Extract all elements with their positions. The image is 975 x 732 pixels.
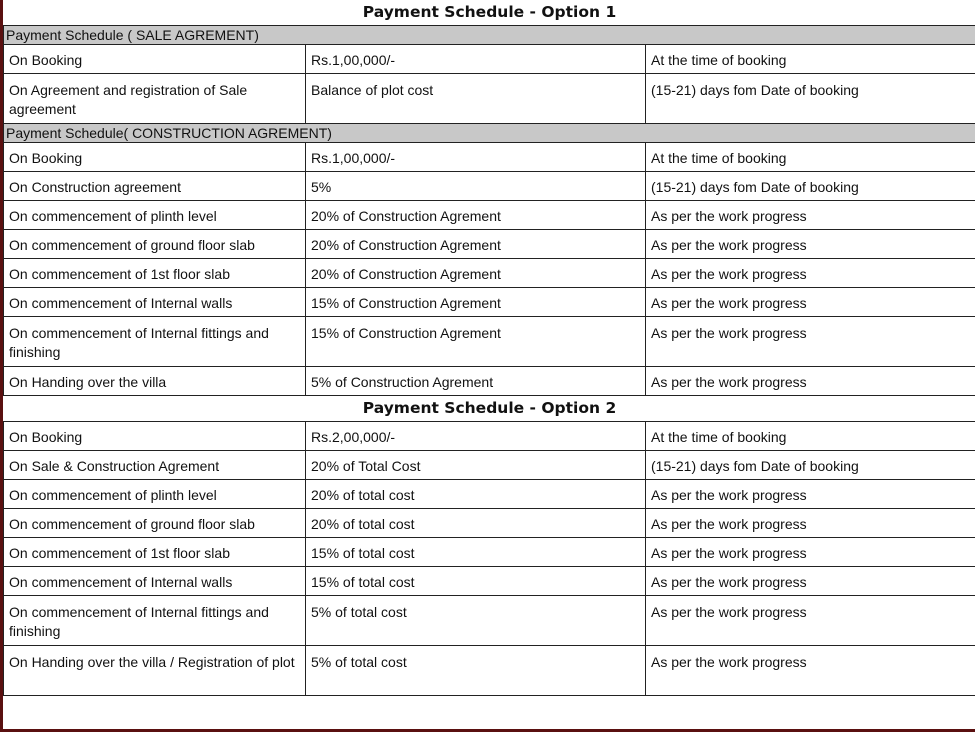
- timing-cell: As per the work progress: [646, 230, 975, 259]
- timing-cell: As per the work progress: [646, 596, 975, 646]
- amount-cell: Rs.2,00,000/-: [306, 422, 646, 451]
- timing-cell: At the time of booking: [646, 143, 975, 172]
- timing-cell: As per the work progress: [646, 480, 975, 509]
- stage-cell: On Booking: [4, 422, 306, 451]
- table-row: [4, 259, 975, 288]
- stage-cell: On Sale & Construction Agrement: [4, 451, 306, 480]
- table-row: [4, 567, 975, 596]
- stage-cell: On Booking: [4, 143, 306, 172]
- timing-cell: At the time of booking: [646, 45, 975, 74]
- table-row: [4, 143, 975, 172]
- table-row: [4, 451, 975, 480]
- stage-cell: On commencement of ground floor slab: [4, 509, 306, 538]
- amount-cell: 20% of Construction Agrement: [306, 230, 646, 259]
- stage-cell: On commencement of Internal fittings and finishing: [4, 596, 306, 646]
- timing-cell: At the time of booking: [646, 422, 975, 451]
- timing-cell: As per the work progress: [646, 367, 975, 396]
- timing-cell: (15-21) days fom Date of booking: [646, 74, 975, 124]
- amount-cell: 15% of Construction Agrement: [306, 288, 646, 317]
- timing-cell: (15-21) days fom Date of booking: [646, 451, 975, 480]
- table-row: [4, 509, 975, 538]
- stage-cell: On Handing over the villa: [4, 367, 306, 396]
- payment-schedule-table: [3, 0, 975, 696]
- sale-section-row: [4, 26, 975, 45]
- table-row: [4, 367, 975, 396]
- table-row: [4, 480, 975, 509]
- timing-cell: As per the work progress: [646, 201, 975, 230]
- construction-section-row: [4, 124, 975, 143]
- option2-title-row: [4, 396, 975, 422]
- amount-cell: 5% of Construction Agrement: [306, 367, 646, 396]
- stage-cell: On commencement of plinth level: [4, 201, 306, 230]
- table-row: [4, 288, 975, 317]
- amount-cell: 20% of Total Cost: [306, 451, 646, 480]
- timing-cell: As per the work progress: [646, 567, 975, 596]
- amount-cell: 15% of Construction Agrement: [306, 317, 646, 367]
- option1-title-row: [4, 0, 975, 26]
- amount-cell: 20% of Construction Agrement: [306, 259, 646, 288]
- stage-cell: On commencement of plinth level: [4, 480, 306, 509]
- table-row: [4, 201, 975, 230]
- option2-title: Payment Schedule - Option 2: [362, 399, 617, 417]
- table-row: [4, 317, 975, 367]
- table-row: [4, 596, 975, 646]
- amount-cell: 5% of total cost: [306, 646, 646, 696]
- table-row: [4, 230, 975, 259]
- timing-cell: As per the work progress: [646, 259, 975, 288]
- stage-cell: On commencement of 1st floor slab: [4, 538, 306, 567]
- stage-cell: On Agreement and registration of Sale agreement: [4, 74, 306, 124]
- amount-cell: Rs.1,00,000/-: [306, 143, 646, 172]
- timing-cell: As per the work progress: [646, 509, 975, 538]
- sale-section-header: Payment Schedule ( SALE AGREMENT): [4, 26, 975, 45]
- stage-cell: On Construction agreement: [4, 172, 306, 201]
- table-row: [4, 646, 975, 696]
- amount-cell: 20% of Construction Agrement: [306, 201, 646, 230]
- table-row: [4, 538, 975, 567]
- amount-cell: 15% of total cost: [306, 567, 646, 596]
- stage-cell: On Handing over the villa / Registration of plot: [4, 646, 306, 696]
- table-row: [4, 74, 975, 124]
- amount-cell: 5% of total cost: [306, 596, 646, 646]
- timing-cell: As per the work progress: [646, 317, 975, 367]
- amount-cell: 5%: [306, 172, 646, 201]
- construction-section-header: Payment Schedule( CONSTRUCTION AGREMENT): [4, 124, 975, 143]
- timing-cell: (15-21) days fom Date of booking: [646, 172, 975, 201]
- timing-cell: As per the work progress: [646, 538, 975, 567]
- table-row: [4, 172, 975, 201]
- stage-cell: On commencement of 1st floor slab: [4, 259, 306, 288]
- amount-cell: 20% of total cost: [306, 509, 646, 538]
- amount-cell: 15% of total cost: [306, 538, 646, 567]
- stage-cell: On commencement of Internal fittings and finishing: [4, 317, 306, 367]
- option1-title: Payment Schedule - Option 1: [362, 3, 617, 21]
- table-row: [4, 45, 975, 74]
- timing-cell: As per the work progress: [646, 288, 975, 317]
- amount-cell: 20% of total cost: [306, 480, 646, 509]
- table-row: [4, 422, 975, 451]
- stage-cell: On commencement of Internal walls: [4, 288, 306, 317]
- stage-cell: On Booking: [4, 45, 306, 74]
- amount-cell: Balance of plot cost: [306, 74, 646, 124]
- stage-cell: On commencement of ground floor slab: [4, 230, 306, 259]
- stage-cell: On commencement of Internal walls: [4, 567, 306, 596]
- timing-cell: As per the work progress: [646, 646, 975, 696]
- amount-cell: Rs.1,00,000/-: [306, 45, 646, 74]
